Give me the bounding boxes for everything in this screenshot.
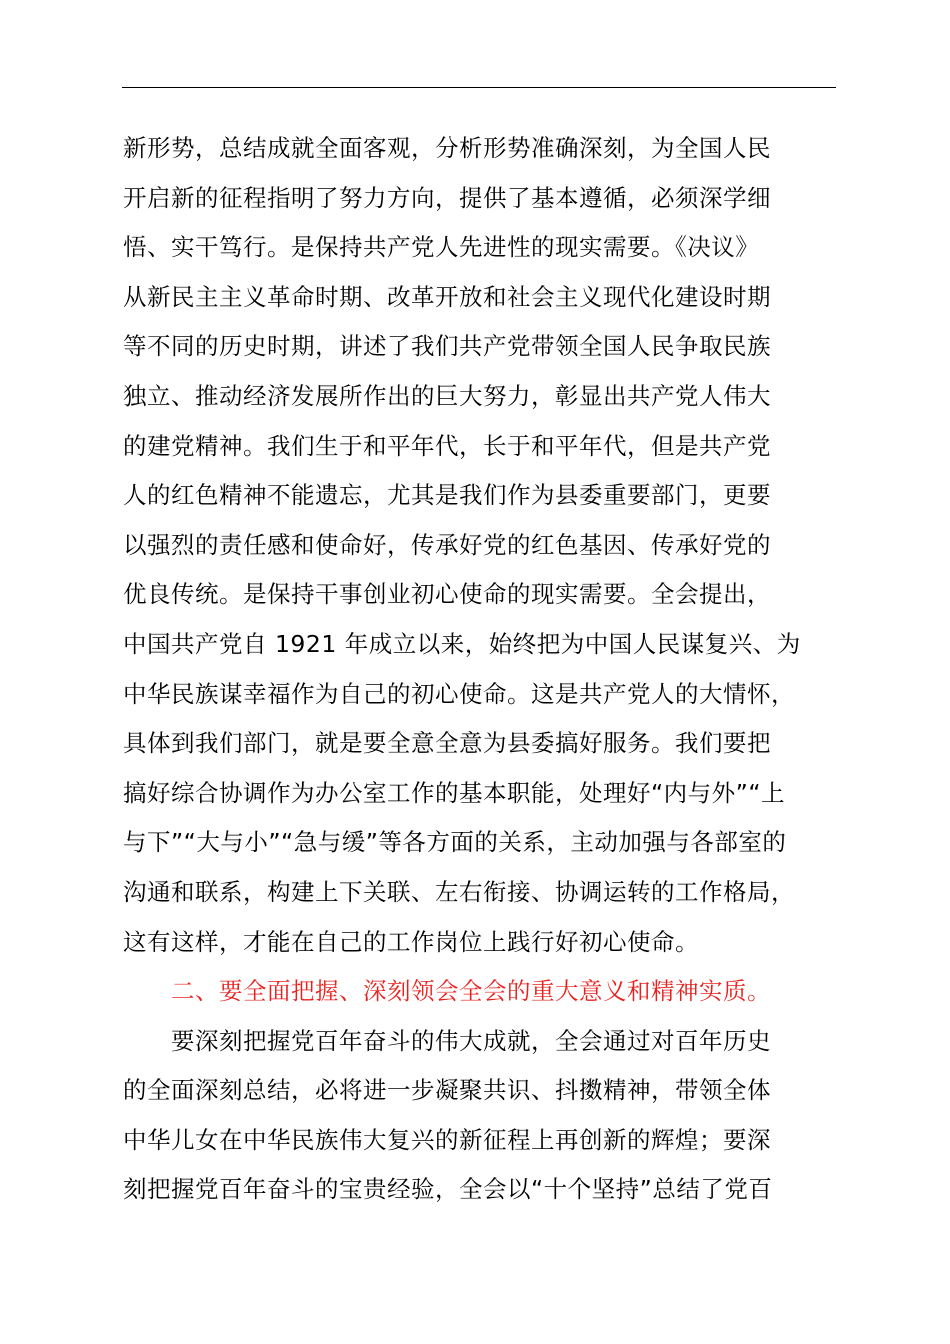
paragraph-line: 中华民族谋幸福作为自己的初心使命。这是共产党人的大情怀， — [123, 679, 795, 708]
paragraph-line: 搞好综合协调作为办公室工作的基本职能，处理好“内与外”“上 — [123, 778, 786, 807]
document-body — [123, 124, 883, 1215]
paragraph-line: 刻把握党百年奋斗的宝贵经验，全会以“十个坚持”总结了党百 — [123, 1175, 773, 1204]
paragraph-line: 要深刻把握党百年奋斗的伟大成就，全会通过对百年历史 — [171, 1026, 771, 1055]
paragraph-line: 等不同的历史时期，讲述了我们共产党带领全国人民争取民族 — [123, 332, 771, 361]
header-rule — [122, 87, 836, 88]
paragraph-line: 人的红色精神不能遗忘，尤其是我们作为县委重要部门，更要 — [123, 481, 771, 510]
paragraph-line: 沟通和联系，构建上下关联、左右衔接、协调运转的工作格局， — [123, 877, 795, 906]
paragraph-line: 开启新的征程指明了努力方向，提供了基本遵循，必须深学细 — [123, 183, 771, 212]
paragraph-line: 从新民主主义革命时期、改革开放和社会主义现代化建设时期 — [123, 282, 771, 311]
paragraph-line: 与下”“大与小”“急与缓”等各方面的关系，主动加强与各部室的 — [123, 828, 787, 857]
paragraph-line: 悟、实干笃行。是保持共产党人先进性的现实需要。《决议》 — [123, 233, 760, 262]
paragraph-line: 的建党精神。我们生于和平年代，长于和平年代，但是共产党 — [123, 431, 771, 460]
paragraph-line: 这有这样，才能在自己的工作岗位上践行好初心使命。 — [123, 927, 699, 956]
paragraph-line: 以强烈的责任感和使命好，传承好党的红色基因、传承好党的 — [123, 530, 771, 559]
section-heading: 二、要全面把握、深刻领会全会的重大意义和精神实质。 — [171, 977, 771, 1006]
paragraph-line: 优良传统。是保持干事创业初心使命的现实需要。全会提出， — [123, 580, 771, 609]
paragraph-line: 中华儿女在中华民族伟大复兴的新征程上再创新的辉煌；要深 — [123, 1125, 771, 1154]
paragraph-line: 的全面深刻总结，必将进一步凝聚共识、抖擞精神，带领全体 — [123, 1076, 771, 1105]
paragraph-line: 新形势，总结成就全面客观，分析形势准确深刻，为全国人民 — [123, 134, 771, 162]
paragraph-line: 具体到我们部门，就是要全意全意为县委搞好服务。我们要把 — [123, 729, 771, 758]
paragraph-line: 中国共产党自 1921 年成立以来，始终把为中国人民谋复兴、为 — [123, 629, 801, 658]
paragraph-line: 独立、推动经济发展所作出的巨大努力，彰显出共产党人伟大 — [123, 381, 771, 410]
